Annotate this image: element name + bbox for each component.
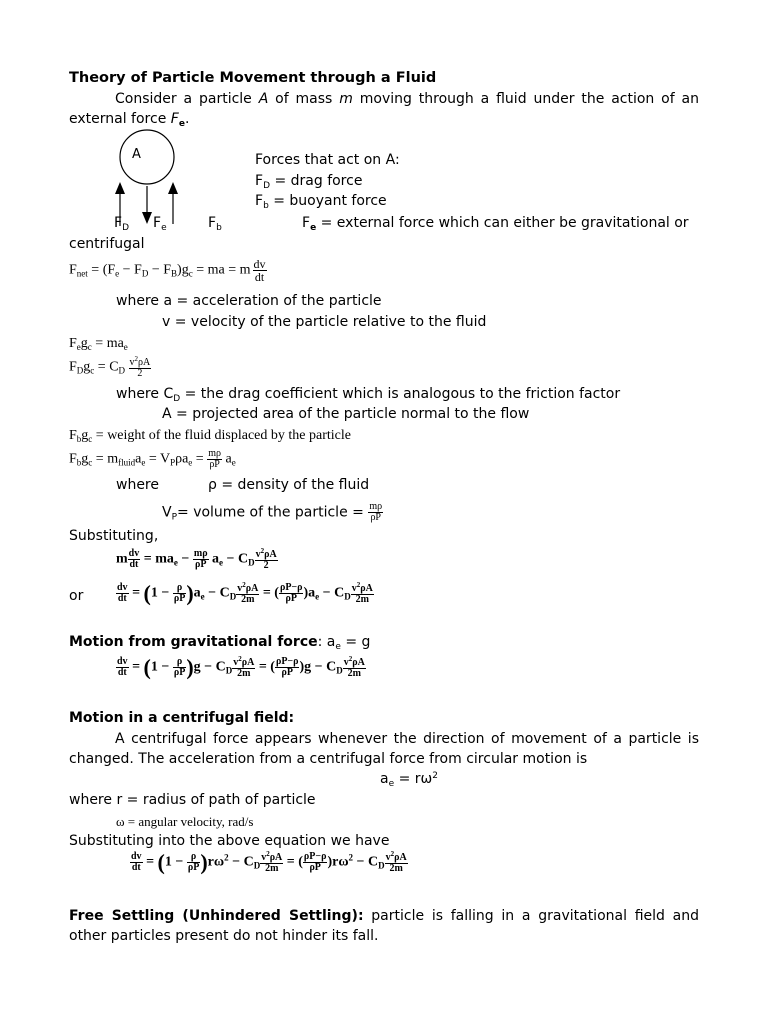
fe-label: $F_e$	[153, 215, 167, 233]
forces-heading: Forces that act on A:	[255, 152, 400, 168]
vp-definition: $V_P=$ volume of the particle = $\frac{m\rho}{\rho P}$	[162, 501, 383, 523]
rho-definition: ρ = density of the fluid	[208, 477, 370, 493]
fnet-equation: $F_{net} = (F_e - F_D - F_B)g_c$ = ma = m $\frac{dv}{dt}$	[69, 257, 266, 284]
acceleration-definition: where a = acceleration of the particle	[116, 293, 382, 309]
fe-gc-equation: $F_eg_c = ma_e$	[69, 336, 128, 352]
substituting-label: Substituting,	[69, 528, 159, 544]
fd-gc-equation: $F_Dg_c = C_D$ $\frac{v^2\rho A}{2}$	[69, 355, 151, 379]
fb-label: $F_b$	[208, 215, 222, 233]
where-label: where	[116, 477, 159, 493]
fe-definition-cont: centrifugal	[69, 236, 145, 252]
centrifugal-paragraph: A centrifugal force appears whenever the direction of movement of a particle is changed. The acceleration from a centrifugal force from circular motion is	[69, 731, 699, 767]
fe-definition: $F_e$ = external force which can either be gravitational or	[302, 215, 689, 233]
substituted-equation: m $\frac{dv}{dt}$ = $ma_e$ − $\frac{m\rho}{\rho P}$ $a_e - C_D$ $\frac{v^2\rho A}{2}$	[116, 547, 277, 571]
omega-definition: ω = angular velocity, rad/s	[116, 814, 254, 829]
area-definition: A = projected area of the particle normal to the flow	[162, 406, 530, 422]
intro-paragraph: Consider a particle A of mass m moving through a fluid under the action of an external force $F_e$.	[69, 91, 700, 129]
fb-definition: $F_b$ = buoyant force	[255, 193, 387, 211]
fd-label: $F_D$	[114, 215, 129, 233]
free-settling-paragraph: Free Settling (Unhindered Settling): particle is falling in a gravitational field and other particles present do not hinder its fall.	[69, 908, 699, 944]
substituting-centrifugal: Substituting into the above equation we have	[69, 833, 390, 849]
or-label: or	[69, 588, 84, 604]
gravity-equation: $\frac{dv}{dt}$ = (1 − $\frac{\rho}{\rho P}$ )$g - C_D$ $\frac{v^2\rho A}{2m}$ = ( $\frac{\rho P-\rho}{\rho P}$ )$g - C_D$ $\frac{v^2\rho A}{2m}$	[117, 654, 365, 680]
fb-gc-weight: $F_bg_c$ = weight of the fluid displaced by the particle	[69, 428, 351, 444]
radius-definition: where r = radius of path of particle	[69, 792, 316, 808]
centrifugal-equation: $\frac{dv}{dt}$ = (1 − $\frac{\rho}{\rho P}$ )$r\omega^2 - C_D$ $\frac{v^2\rho A}{2m}$ = ( $\frac{\rho P-\rho}{\rho P}$ )$r\omega^2 - C_D$ $\frac{v^2\rho A}{2m}$	[131, 849, 407, 875]
centrifugal-heading: Motion in a centrifugal field:	[69, 710, 295, 726]
cd-definition: where $C_D$ = the drag coefficient which is analogous to the friction factor	[116, 386, 621, 404]
rearranged-equation: $\frac{dv}{dt}$ = (1 − $\frac{\rho}{\rho P}$ )$a_e - C_D$ $\frac{v^2\rho A}{2m}$ = ( $\frac{\rho P-\rho}{\rho P}$ )$a_e - C_D$ $\frac{v^2\rho A}{2m}$	[117, 580, 373, 606]
particle-circle	[120, 130, 174, 184]
force-diagram	[105, 128, 195, 228]
gravity-heading: Motion from gravitational force: $a_e = g$	[69, 634, 371, 652]
fd-definition: $F_D$ = drag force	[255, 173, 363, 191]
page-title: Theory of Particle Movement through a Fluid	[69, 70, 437, 86]
circle-label: A	[132, 147, 141, 162]
velocity-definition: v = velocity of the particle relative to the fluid	[162, 314, 487, 330]
ae-equation: $a_e = r\omega^2$	[380, 771, 438, 789]
fb-gc-equation: $F_bg_c = m_{fluid}a_e = V_P\rho a_e$ = $\frac{m\rho}{\rho P}$ $a_e$	[69, 448, 236, 470]
